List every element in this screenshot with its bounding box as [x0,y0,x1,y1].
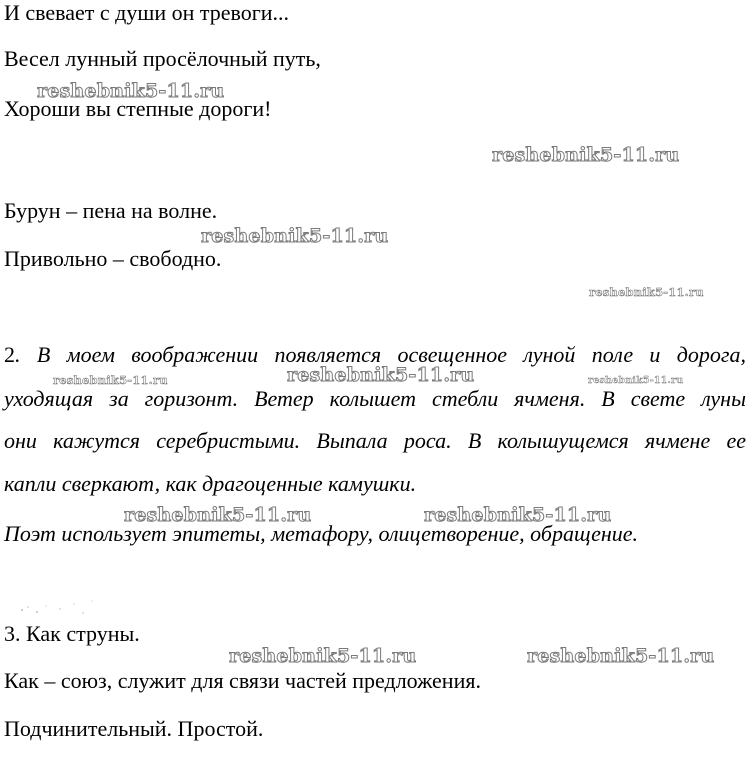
watermark: reshebnik5-11.ru [589,285,704,299]
watermark: reshebnik5-11.ru [492,144,680,166]
answer-2-number: 2 [4,342,15,367]
answer-3-line-3: Подчинительный. Простой. [4,716,264,741]
watermark: reshebnik5-11.ru [124,504,312,526]
watermark: reshebnik5-11.ru [588,375,684,386]
watermark: reshebnik5-11.ru [229,645,417,667]
answer-3-line-2: Как – союз, служит для связи частей предложения. [4,668,481,693]
definition-privolno: Привольно – свободно. [4,246,222,271]
answer-2-line-5: Поэт использует эпитеты, метафору, олицетворение, обращение. [4,521,639,546]
answer-2-line-4: капли сверкают, как драгоценные камушки. [4,471,417,496]
watermark: reshebnik5-11.ru [527,645,715,667]
answer-2-line-1-text: . В моем воображении появляется освещенное луной поле и дорога, [15,342,746,367]
answer-2-line-2: уходящая за горизонт. Ветер колышет стебли ячменя. В свете луны [4,386,746,411]
watermark: reshebnik5-11.ru [201,225,389,247]
watermark: reshebnik5-11.ru [424,504,612,526]
answer-3-line-1: 3. Как струны. [4,621,140,646]
watermark: reshebnik5-11.ru [37,80,225,102]
poem-line-3: Хороши вы степные дороги! [4,96,272,121]
answer-2-line-3: они кажутся серебристыми. Выпала роса. В колышущемся ячмене ее [4,428,746,453]
watermark: reshebnik5-11.ru [287,364,475,386]
poem-line-2: Весел лунный просёлочный путь, [4,46,321,71]
watermark: reshebnik5-11.ru [53,373,168,387]
scan-specks [16,598,106,620]
poem-line-1: И свевает с души он тревоги... [4,0,290,25]
definition-burun: Бурун – пена на волне. [4,198,218,223]
